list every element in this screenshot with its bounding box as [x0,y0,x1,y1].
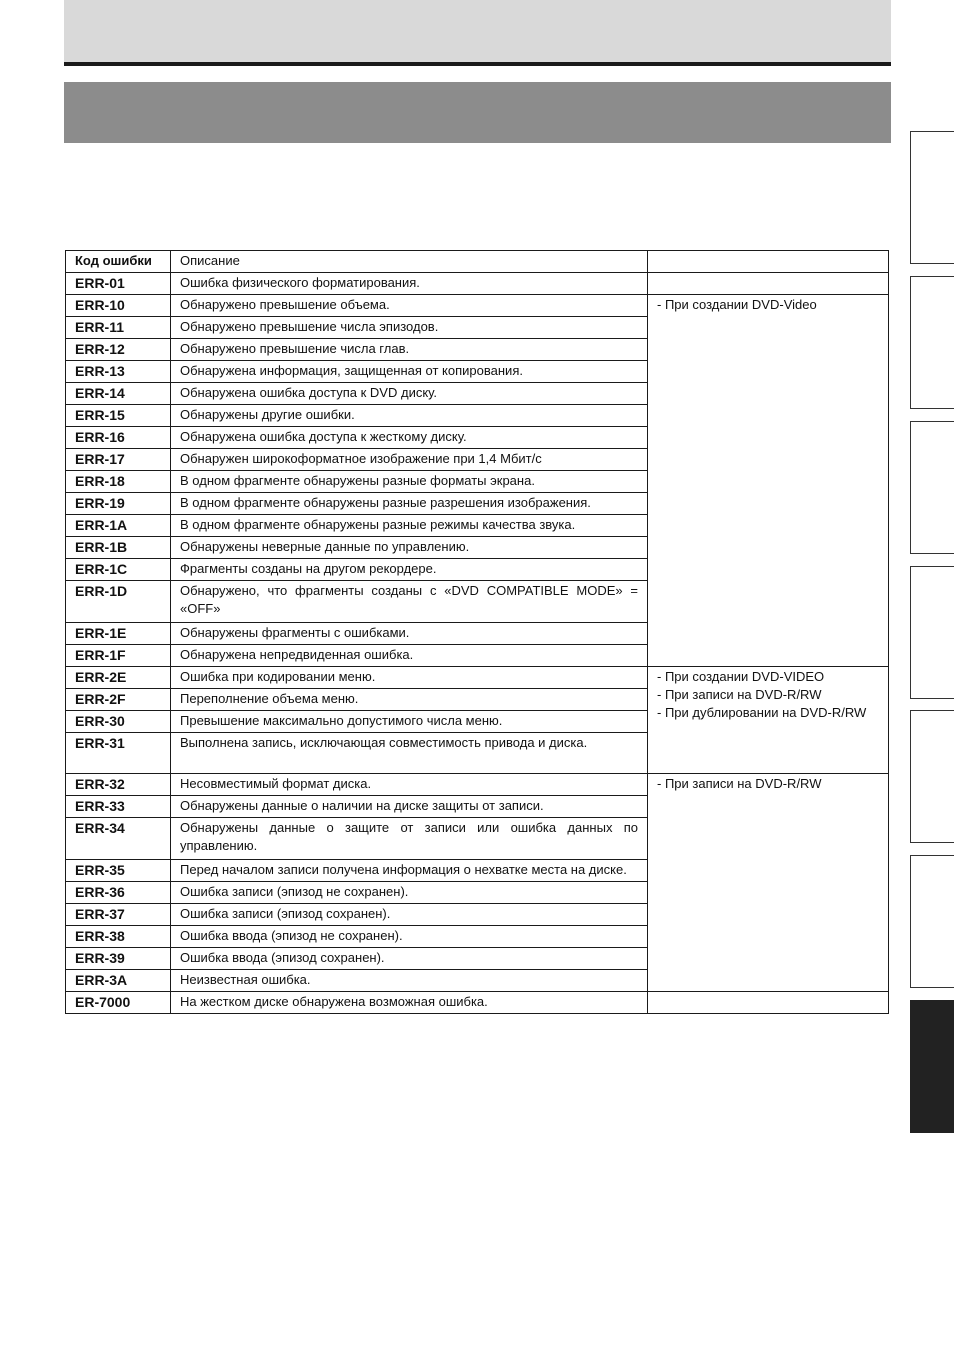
error-code: ERR-19 [66,493,171,515]
side-tab-3[interactable] [910,421,954,554]
error-code: ERR-01 [66,273,171,295]
table-header-row [66,251,889,273]
header-rule [64,62,891,66]
error-description: Превышение максимально допустимого числа меню. [171,711,648,733]
side-tab-1[interactable] [910,131,954,264]
error-code: ERR-12 [66,339,171,361]
error-code: ERR-32 [66,774,171,796]
error-code: ERR-1F [66,645,171,667]
side-tab-active[interactable] [910,1000,954,1133]
error-description: Выполнена запись, исключающая совместимость привода и диска. [171,733,648,774]
error-code-table [65,250,889,1014]
error-description: Обнаружены фрагменты с ошибками. [171,623,648,645]
error-code: ERR-31 [66,733,171,774]
table-row [66,774,889,796]
error-code: ERR-14 [66,383,171,405]
error-code: ERR-13 [66,361,171,383]
condition-note [648,273,889,295]
error-description: Обнаружены данные о защите от записи или ошибка данных по управлению. [171,818,648,860]
condition-note-line: - При создании DVD-Video [657,297,817,312]
error-code: ERR-10 [66,295,171,317]
table-row [66,273,889,295]
error-code: ERR-37 [66,904,171,926]
error-code: ERR-34 [66,818,171,860]
error-description: В одном фрагменте обнаружены разные форматы экрана. [171,471,648,493]
error-code: ERR-1B [66,537,171,559]
error-code: ER-7000 [66,992,171,1014]
error-code: ERR-1A [66,515,171,537]
table-row [66,295,889,317]
condition-note [648,295,889,667]
error-code: ERR-17 [66,449,171,471]
error-description: Обнаружена ошибка доступа к жесткому диску. [171,427,648,449]
error-code: ERR-18 [66,471,171,493]
table-row [66,667,889,689]
condition-note-line: - При записи на DVD-R/RW [657,687,822,702]
error-description: Ошибка ввода (эпизод сохранен). [171,948,648,970]
error-description: В одном фрагменте обнаружены разные разрешения изображения. [171,493,648,515]
condition-note [648,774,889,992]
error-description: Обнаружен широкоформатное изображение при 1,4 Мбит/с [171,449,648,471]
error-code: ERR-16 [66,427,171,449]
error-code: ERR-1C [66,559,171,581]
error-description: Обнаружено превышение числа эпизодов. [171,317,648,339]
error-code: ERR-3A [66,970,171,992]
error-code: ERR-33 [66,796,171,818]
error-description: Обнаружена ошибка доступа к DVD диску. [171,383,648,405]
error-description: Несовместимый формат диска. [171,774,648,796]
error-code: ERR-1D [66,581,171,623]
error-code: ERR-36 [66,882,171,904]
error-description: На жестком диске обнаружена возможная ошибка. [171,992,648,1014]
error-description: Обнаружено, что фрагменты созданы с «DVD COMPATIBLE MODE» = «OFF» [171,581,648,623]
error-description: Обнаружены неверные данные по управлению. [171,537,648,559]
error-description: В одном фрагменте обнаружены разные режимы качества звука. [171,515,648,537]
condition-note-line: - При создании DVD-VIDEO [657,669,825,684]
error-description: Ошибка при кодировании меню. [171,667,648,689]
side-tab-2[interactable] [910,276,954,409]
side-tab-6[interactable] [910,855,954,988]
error-code: ERR-1E [66,623,171,645]
error-description: Обнаружены данные о наличии на диске защиты от записи. [171,796,648,818]
error-description: Ошибка физического форматирования. [171,273,648,295]
condition-note [648,667,889,774]
condition-note [648,992,889,1014]
error-description: Ошибка ввода (эпизод не сохранен). [171,926,648,948]
error-description: Ошибка записи (эпизод сохранен). [171,904,648,926]
error-code: ERR-38 [66,926,171,948]
error-description: Фрагменты созданы на другом рекордере. [171,559,648,581]
error-description: Переполнение объема меню. [171,689,648,711]
header-code: Код ошибки [66,251,171,273]
error-code: ERR-15 [66,405,171,427]
table-row [66,992,889,1014]
error-description: Обнаружены другие ошибки. [171,405,648,427]
header-note [648,251,889,273]
error-description: Неизвестная ошибка. [171,970,648,992]
error-code: ERR-2E [66,667,171,689]
side-tab-5[interactable] [910,710,954,843]
error-description: Обнаружено превышение числа глав. [171,339,648,361]
error-description: Обнаружена непредвиденная ошибка. [171,645,648,667]
error-code: ERR-39 [66,948,171,970]
section-title-bar [64,82,891,143]
header-band [64,0,891,62]
side-tab-4[interactable] [910,566,954,699]
error-description: Обнаружена информация, защищенная от копирования. [171,361,648,383]
error-code: ERR-35 [66,860,171,882]
error-description: Перед началом записи получена информация о нехватке места на диске. [171,860,648,882]
error-code: ERR-30 [66,711,171,733]
condition-note-line: - При записи на DVD-R/RW [657,776,822,791]
condition-note-line: - При дублировании на DVD-R/RW [657,705,867,720]
error-description: Обнаружено превышение объема. [171,295,648,317]
error-description: Ошибка записи (эпизод не сохранен). [171,882,648,904]
error-code: ERR-11 [66,317,171,339]
error-code: ERR-2F [66,689,171,711]
header-description: Описание [171,251,648,273]
